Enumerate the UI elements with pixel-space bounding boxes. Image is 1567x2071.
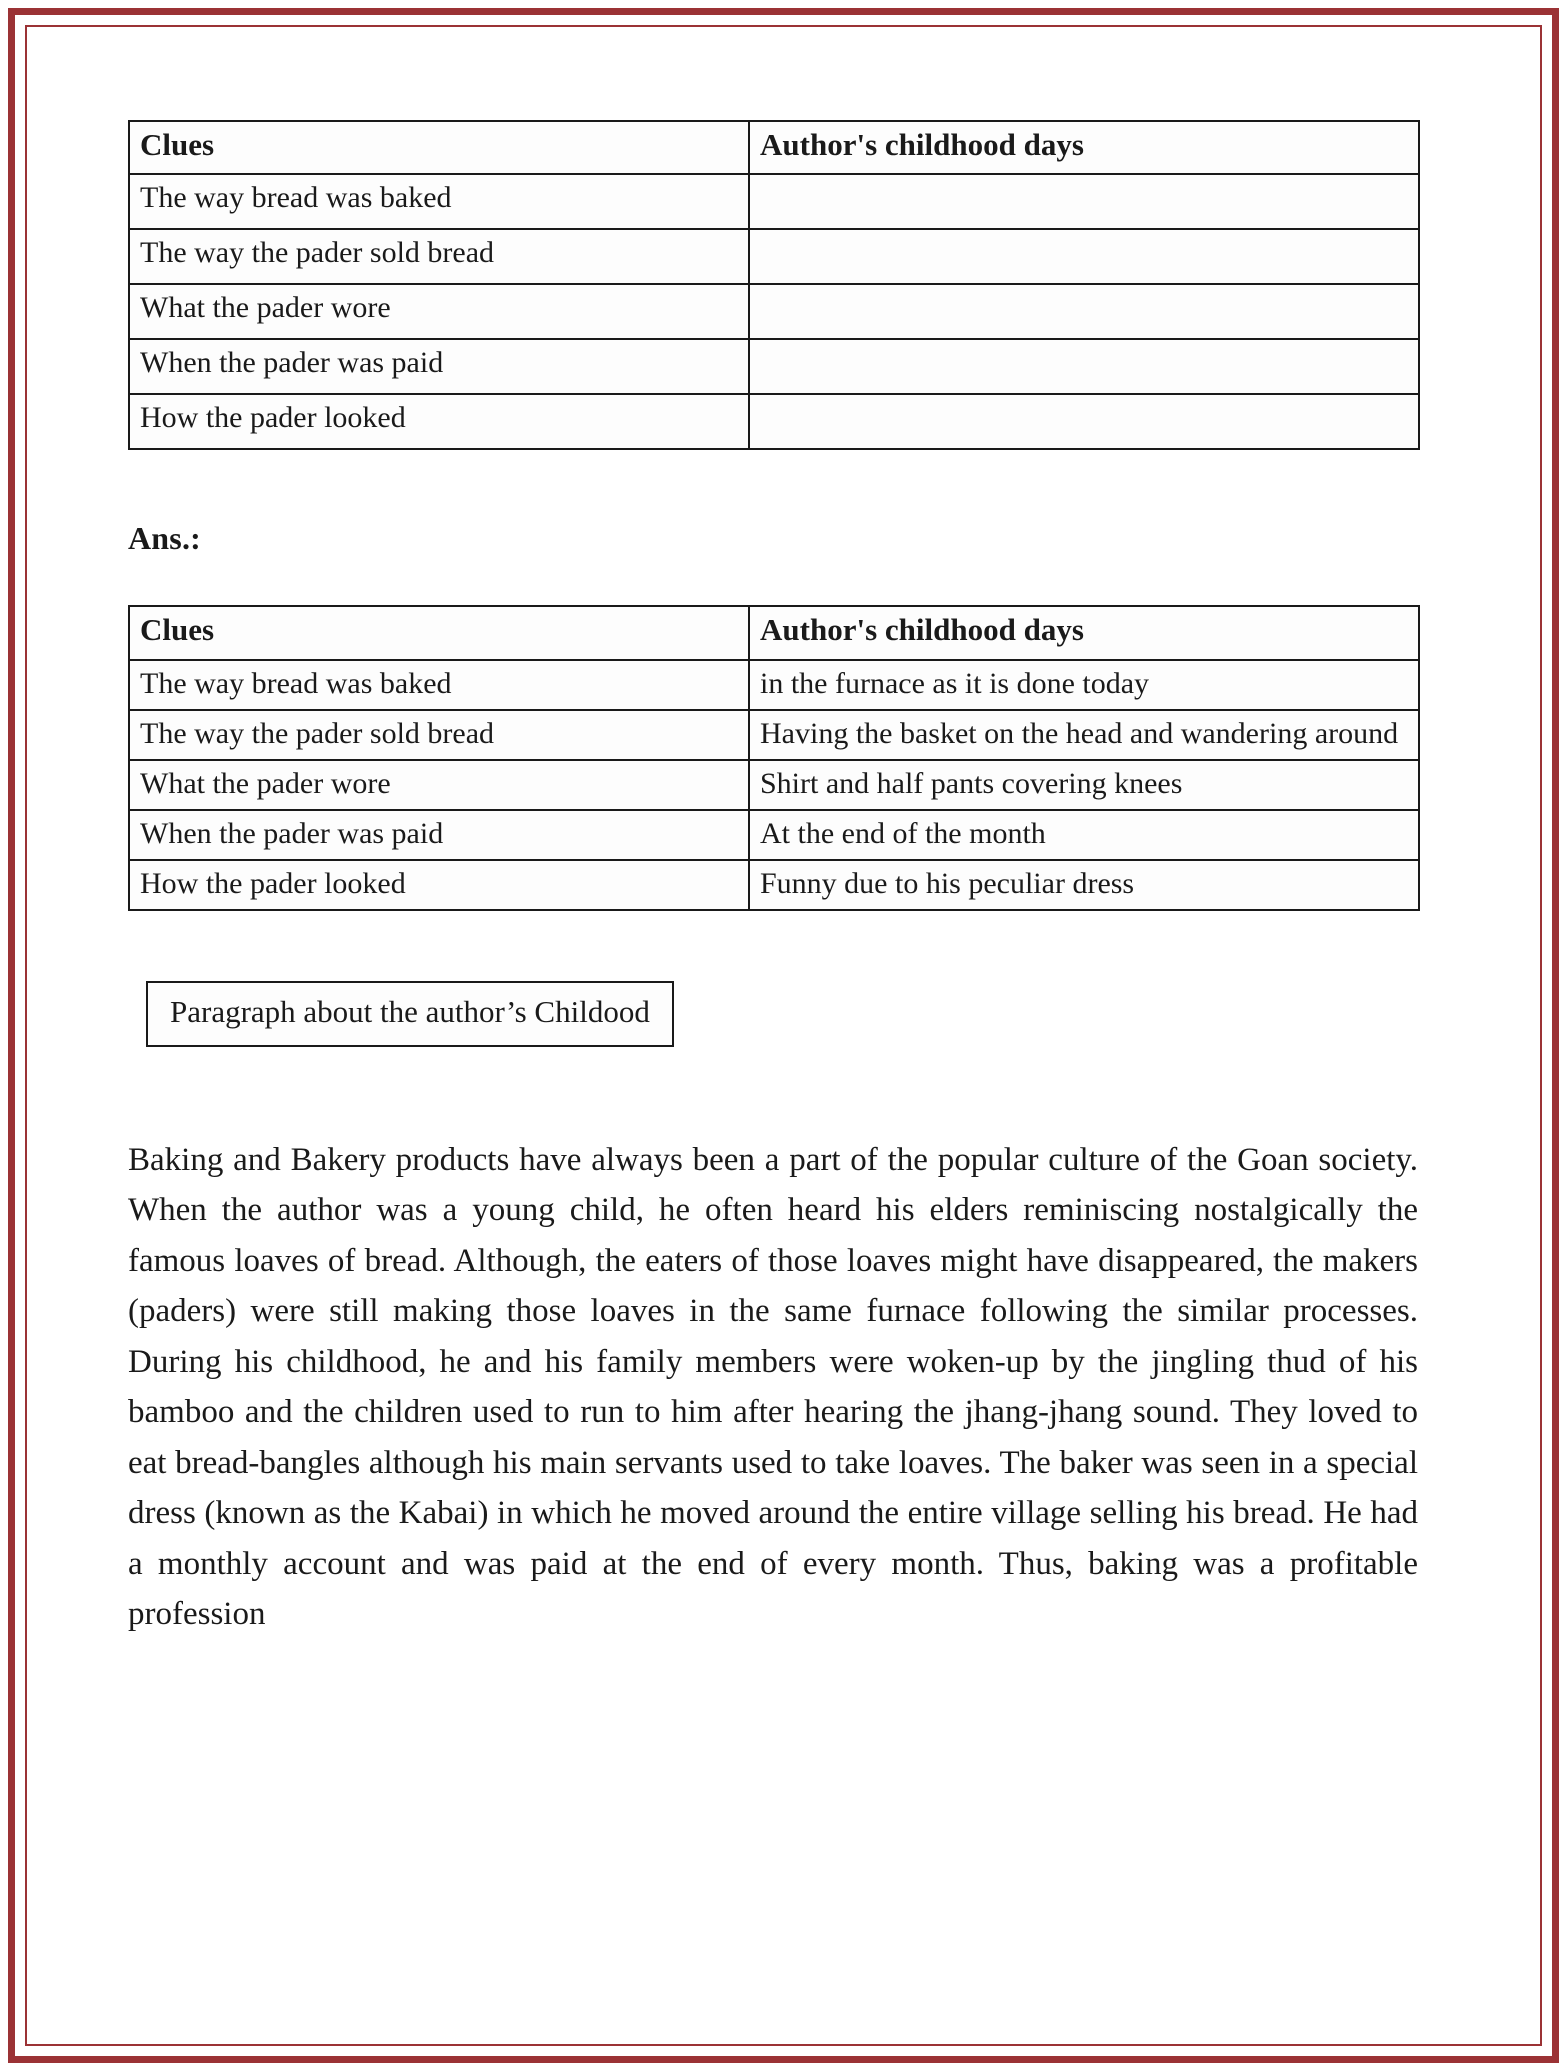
table-row xyxy=(129,229,1419,284)
answer-label: Ans.: xyxy=(128,520,202,557)
table-row xyxy=(129,810,1419,860)
table-row xyxy=(129,710,1419,760)
answer-cell: Having the basket on the head and wandering around xyxy=(749,710,1419,760)
answer-clues-table xyxy=(128,605,1420,910)
clue-cell: How the pader looked xyxy=(129,860,749,910)
blank-clues-table xyxy=(128,120,1420,450)
answer-cell-blank[interactable] xyxy=(749,339,1419,394)
table-header-row xyxy=(129,606,1419,659)
answer-cell: Shirt and half pants covering knees xyxy=(749,760,1419,810)
answer-cell: Funny due to his peculiar dress xyxy=(749,860,1419,910)
clue-cell: What the pader wore xyxy=(129,760,749,810)
answer-cell-blank[interactable] xyxy=(749,229,1419,284)
clue-cell: The way the pader sold bread xyxy=(129,229,749,284)
clue-cell: When the pader was paid xyxy=(129,339,749,394)
column-header-answer: Author's childhood days xyxy=(749,121,1419,174)
answer-cell-blank[interactable] xyxy=(749,174,1419,229)
body-paragraph: Baking and Bakery products have always been a part of the popular culture of the Goan society. When the author was a young child, he often heard his elders reminiscing nostalgically the famous loaves of bread. Although, the eaters of those loaves might have disappeared, the makers (paders) were still making those loaves in the same furnace following the similar processes. During his childhood, he and his family members were woken-up by the jingling thud of his bamboo and the children used to run to him after hearing the jhang-jhang sound. They loved to eat bread-bangles although his main servants used to take loaves. The baker was seen in a special dress (known as the Kabai) in which he moved around the entire village selling his bread. He had a monthly account and was paid at the end of every month. Thus, baking was a profitable profession xyxy=(128,1141,1418,1633)
table-row xyxy=(129,860,1419,910)
spacer xyxy=(128,911,1418,981)
page-content xyxy=(128,120,1418,1640)
clue-cell: When the pader was paid xyxy=(129,810,749,860)
spacer xyxy=(128,450,1418,520)
spacer xyxy=(128,1047,1418,1135)
table-header-row xyxy=(129,121,1419,174)
caption-box-wrapper xyxy=(128,981,1418,1047)
table-row xyxy=(129,284,1419,339)
answer-cell: in the furnace as it is done today xyxy=(749,660,1419,710)
column-header-clues: Clues xyxy=(129,606,749,659)
spacer xyxy=(128,557,1418,605)
clue-cell: What the pader wore xyxy=(129,284,749,339)
answer-cell-blank[interactable] xyxy=(749,394,1419,449)
table-row xyxy=(129,339,1419,394)
clue-cell: How the pader looked xyxy=(129,394,749,449)
table-row xyxy=(129,174,1419,229)
column-header-clues: Clues xyxy=(129,121,749,174)
table-row xyxy=(129,760,1419,810)
clue-cell: The way the pader sold bread xyxy=(129,710,749,760)
table-row xyxy=(129,660,1419,710)
clue-cell: The way bread was baked xyxy=(129,174,749,229)
paragraph-heading-box: Paragraph about the author’s Childood xyxy=(146,981,674,1047)
table-row xyxy=(129,394,1419,449)
answer-cell: At the end of the month xyxy=(749,810,1419,860)
column-header-answer: Author's childhood days xyxy=(749,606,1419,659)
answer-cell-blank[interactable] xyxy=(749,284,1419,339)
clue-cell: The way bread was baked xyxy=(129,660,749,710)
